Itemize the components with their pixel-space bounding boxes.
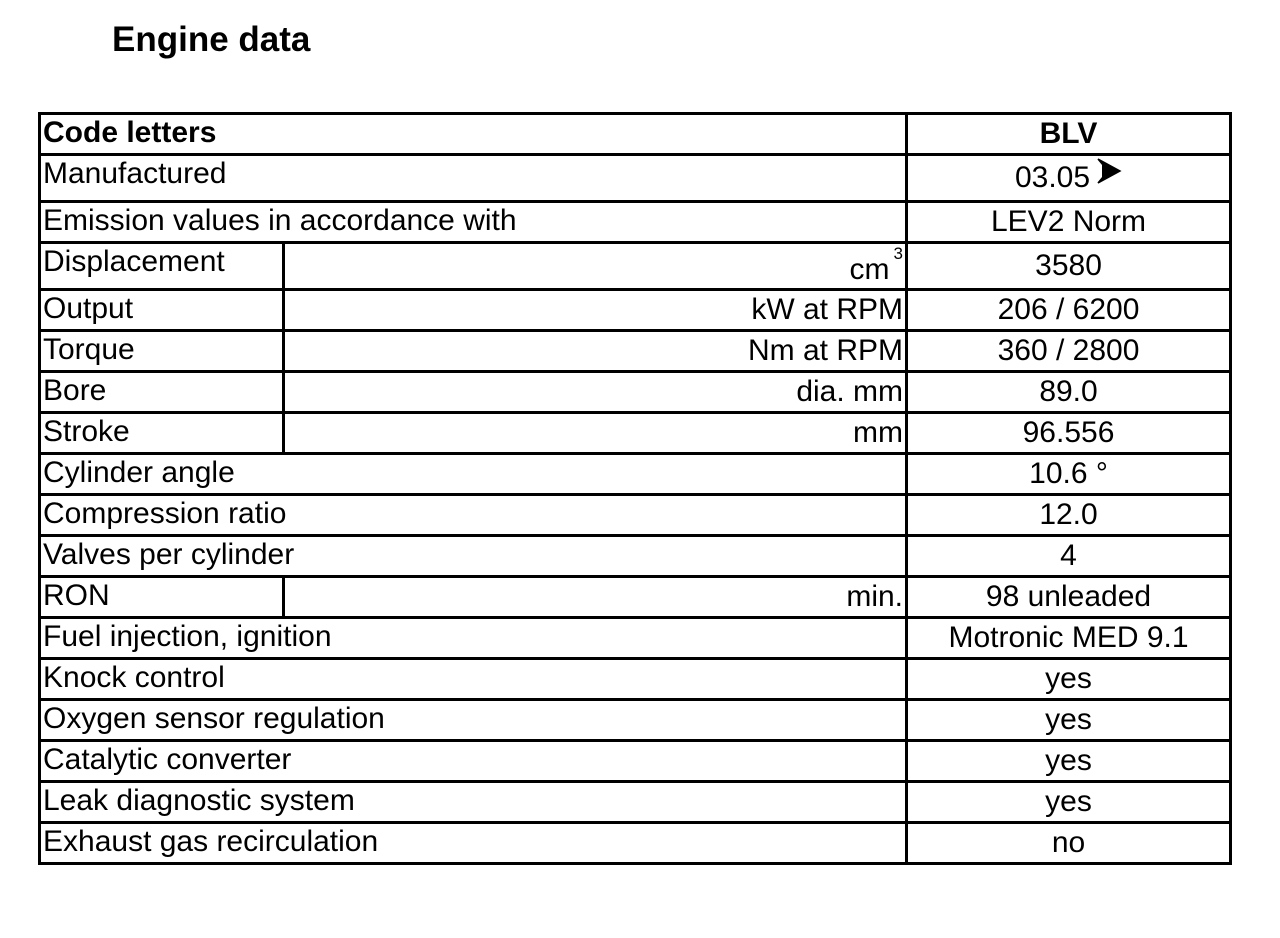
table-row-emission <box>40 202 1231 243</box>
table-row-exhaust-gas-recirculation <box>40 823 1231 864</box>
leak-diagnostic-value: yes <box>907 782 1231 823</box>
manufactured-value: 03.05 <box>1014 161 1091 194</box>
valves-label: Valves per cylinder <box>40 536 907 577</box>
manufactured-cell <box>907 155 1231 202</box>
table-row-stroke <box>40 413 1231 454</box>
bore-unit: dia. mm <box>284 372 907 413</box>
manufactured-label: Manufactured <box>40 155 907 202</box>
knock-control-value: yes <box>907 659 1231 700</box>
arrow-right-icon <box>1096 157 1122 185</box>
table-row-torque <box>40 331 1231 372</box>
stroke-label: Stroke <box>40 413 284 454</box>
bore-label: Bore <box>40 372 284 413</box>
cylinder-angle-label: Cylinder angle <box>40 454 907 495</box>
stroke-unit: mm <box>284 413 907 454</box>
table-row-compression-ratio <box>40 495 1231 536</box>
code-letters-label: Code letters <box>40 114 907 155</box>
ron-value: 98 unleaded <box>907 577 1231 618</box>
knock-control-label: Knock control <box>40 659 907 700</box>
table-row-cylinder-angle <box>40 454 1231 495</box>
table-row-bore <box>40 372 1231 413</box>
compression-ratio-value: 12.0 <box>907 495 1231 536</box>
table-row-knock-control <box>40 659 1231 700</box>
cylinder-angle-value: 10.6 ° <box>907 454 1231 495</box>
bore-value: 89.0 <box>907 372 1231 413</box>
oxygen-sensor-value: yes <box>907 700 1231 741</box>
table-row-oxygen-sensor <box>40 700 1231 741</box>
table-row-manufactured <box>40 155 1231 202</box>
table-row-code-letters <box>40 114 1231 155</box>
ron-unit: min. <box>284 577 907 618</box>
output-unit: kW at RPM <box>284 290 907 331</box>
displacement-unit: cm <box>849 253 890 286</box>
exhaust-gas-recirculation-value: no <box>907 823 1231 864</box>
fuel-injection-value: Motronic MED 9.1 <box>907 618 1231 659</box>
table-row-fuel-injection <box>40 618 1231 659</box>
ron-label: RON <box>40 577 284 618</box>
compression-ratio-label: Compression ratio <box>40 495 907 536</box>
displacement-unit-cell <box>284 243 907 290</box>
catalytic-converter-value: yes <box>907 741 1231 782</box>
table-row-catalytic-converter <box>40 741 1231 782</box>
exhaust-gas-recirculation-label: Exhaust gas recirculation <box>40 823 907 864</box>
valves-value: 4 <box>907 536 1231 577</box>
torque-label: Torque <box>40 331 284 372</box>
table-row-ron <box>40 577 1231 618</box>
displacement-label: Displacement <box>40 243 284 290</box>
leak-diagnostic-label: Leak diagnostic system <box>40 782 907 823</box>
catalytic-converter-label: Catalytic converter <box>40 741 907 782</box>
table-row-leak-diagnostic <box>40 782 1231 823</box>
page-title: Engine data <box>112 20 311 59</box>
table-row-valves <box>40 536 1231 577</box>
stroke-value: 96.556 <box>907 413 1231 454</box>
torque-unit: Nm at RPM <box>284 331 907 372</box>
emission-value: LEV2 Norm <box>907 202 1231 243</box>
output-label: Output <box>40 290 284 331</box>
table-row-displacement <box>40 243 1231 290</box>
displacement-unit-superscript: 3 <box>893 244 904 263</box>
engine-data-table <box>38 112 1232 865</box>
code-letters-value: BLV <box>907 114 1231 155</box>
oxygen-sensor-label: Oxygen sensor regulation <box>40 700 907 741</box>
torque-value: 360 / 2800 <box>907 331 1231 372</box>
table-row-output <box>40 290 1231 331</box>
fuel-injection-label: Fuel injection, ignition <box>40 618 907 659</box>
output-value: 206 / 6200 <box>907 290 1231 331</box>
displacement-value: 3580 <box>907 243 1231 290</box>
emission-label: Emission values in accordance with <box>40 202 907 243</box>
